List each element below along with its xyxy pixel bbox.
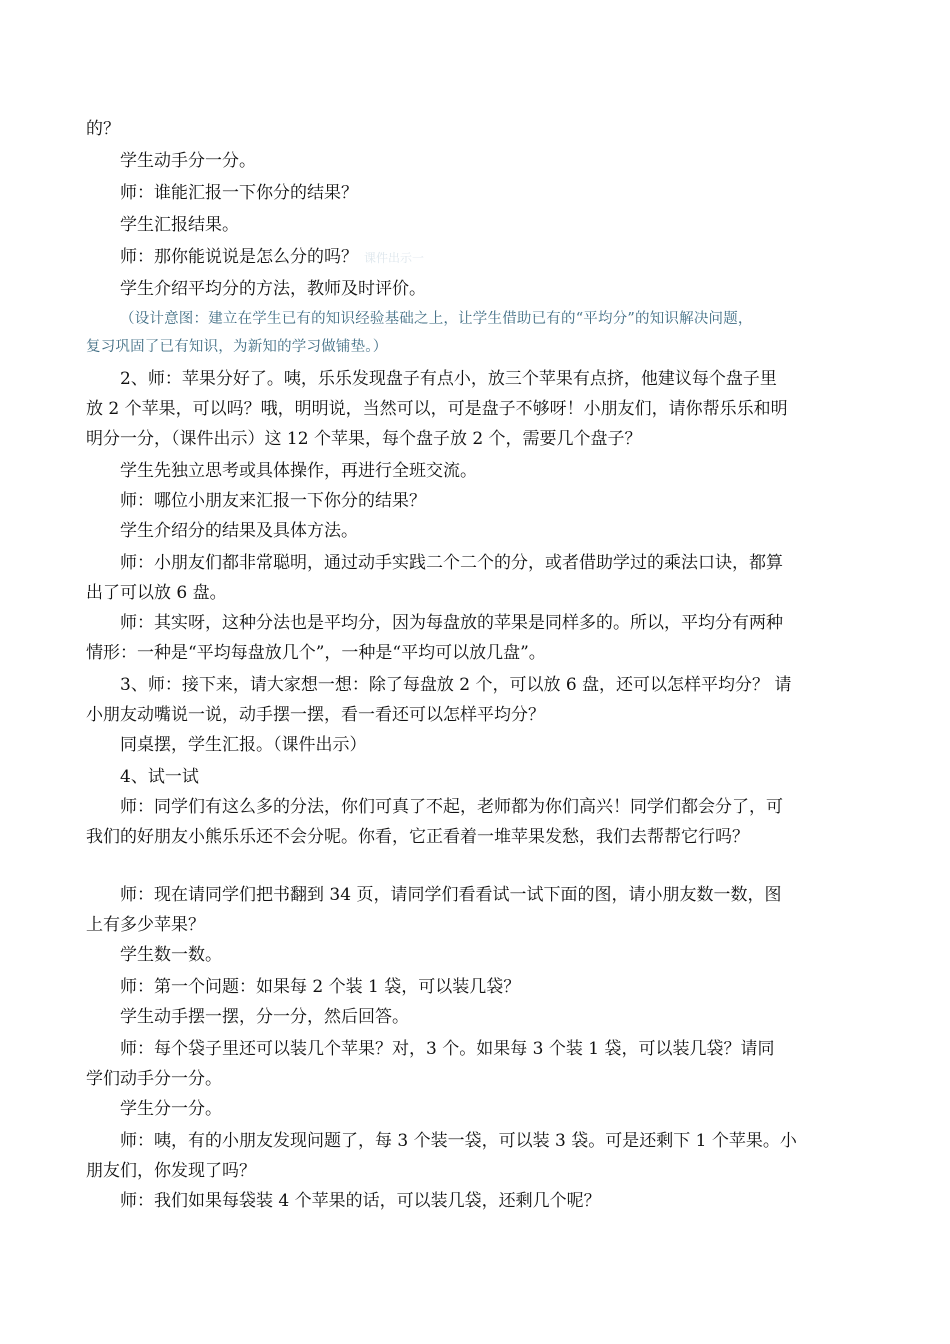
text-line: 师：我们如果每袋装 4 个苹果的话，可以装几袋，还剩几个呢？ <box>120 1191 601 1211</box>
text-line: 上有多少苹果？ <box>86 915 205 935</box>
text-line: 我们的好朋友小熊乐乐还不会分呢。你看，它正看着一堆苹果发愁，我们去帮帮它行吗？ <box>86 827 749 847</box>
text-line: 师：其实呀，这种分法也是平均分，因为每盘放的苹果是同样多的。所以，平均分有两种 <box>120 613 783 633</box>
text-line: 学生汇报结果。 <box>120 215 239 235</box>
text-line-with-mark <box>120 246 424 269</box>
text-line: 师：咦，有的小朋友发现问题了，每 3 个装一袋，可以装 3 袋。可是还剩下 1 个苹果。小 <box>120 1131 797 1151</box>
text-line: 学生介绍分的结果及具体方法。 <box>120 521 358 541</box>
text-line: 学生介绍平均分的方法，教师及时评价。 <box>120 279 426 299</box>
text-line: 3、师：接下来，请大家想一想：除了每盘放 2 个，可以放 6 盘，还可以怎样平均分？ 请 <box>120 675 792 695</box>
text-line: 情形：一种是“平均每盘放几个”，一种是“平均可以放几盘”。 <box>86 643 546 663</box>
text-line: 朋友们，你发现了吗？ <box>86 1161 256 1181</box>
faint-watermark-text: 课件出示一 <box>364 251 425 265</box>
text-line: 同桌摆，学生汇报。（课件出示） <box>120 735 367 755</box>
text-span: 师：那你能说说是怎么分的吗？ <box>120 247 358 267</box>
text-line: 学们动手分一分。 <box>86 1069 222 1089</box>
text-line: 2、师：苹果分好了。咦，乐乐发现盘子有点小，放三个苹果有点挤，他建议每个盘子里 <box>120 369 777 389</box>
design-note-line: 复习巩固了已有知识，为新知的学习做铺垫。） <box>86 339 388 355</box>
text-line: 小朋友动嘴说一说，动手摆一摆，看一看还可以怎样平均分？ <box>86 705 545 725</box>
text-line: 师：谁能汇报一下你分的结果？ <box>120 183 358 203</box>
text-line: 师：哪位小朋友来汇报一下你分的结果？ <box>120 491 426 511</box>
text-line: 学生先独立思考或具体操作，再进行全班交流。 <box>120 461 477 481</box>
text-line: 明分一分，（课件出示）这 12 个苹果，每个盘子放 2 个，需要几个盘子？ <box>86 429 642 449</box>
text-line: 学生动手摆一摆，分一分，然后回答。 <box>120 1007 409 1027</box>
text-line: 师：第一个问题：如果每 2 个装 1 袋，可以装几袋？ <box>120 977 521 997</box>
text-line: 学生数一数。 <box>120 945 222 965</box>
text-line: 师：同学们有这么多的分法，你们可真了不起，老师都为你们高兴！同学们都会分了，可 <box>120 797 783 817</box>
text-line: 师：现在请同学们把书翻到 34 页，请同学们看看试一试下面的图，请小朋友数一数，图 <box>120 885 782 905</box>
text-line: 师：小朋友们都非常聪明，通过动手实践二个二个的分，或者借助学过的乘法口诀，都算 <box>120 553 783 573</box>
text-line: 师：每个袋子里还可以装几个苹果？对，3 个。如果每 3 个装 1 袋，可以装几袋？请同 <box>120 1039 775 1059</box>
text-line: 出了可以放 6 盘。 <box>86 583 227 603</box>
section-heading: 4、试一试 <box>120 767 199 787</box>
text-line: 学生分一分。 <box>120 1099 222 1119</box>
text-line: 放 2 个苹果，可以吗？哦，明明说，当然可以，可是盘子不够呀！小朋友们，请你帮乐乐和明 <box>86 399 788 419</box>
text-line: 的？ <box>86 119 120 139</box>
text-line: 学生动手分一分。 <box>120 151 256 171</box>
design-note-line: （设计意图：建立在学生已有的知识经验基础之上，让学生借助已有的“平均分”的知识解决问题， <box>120 311 753 327</box>
